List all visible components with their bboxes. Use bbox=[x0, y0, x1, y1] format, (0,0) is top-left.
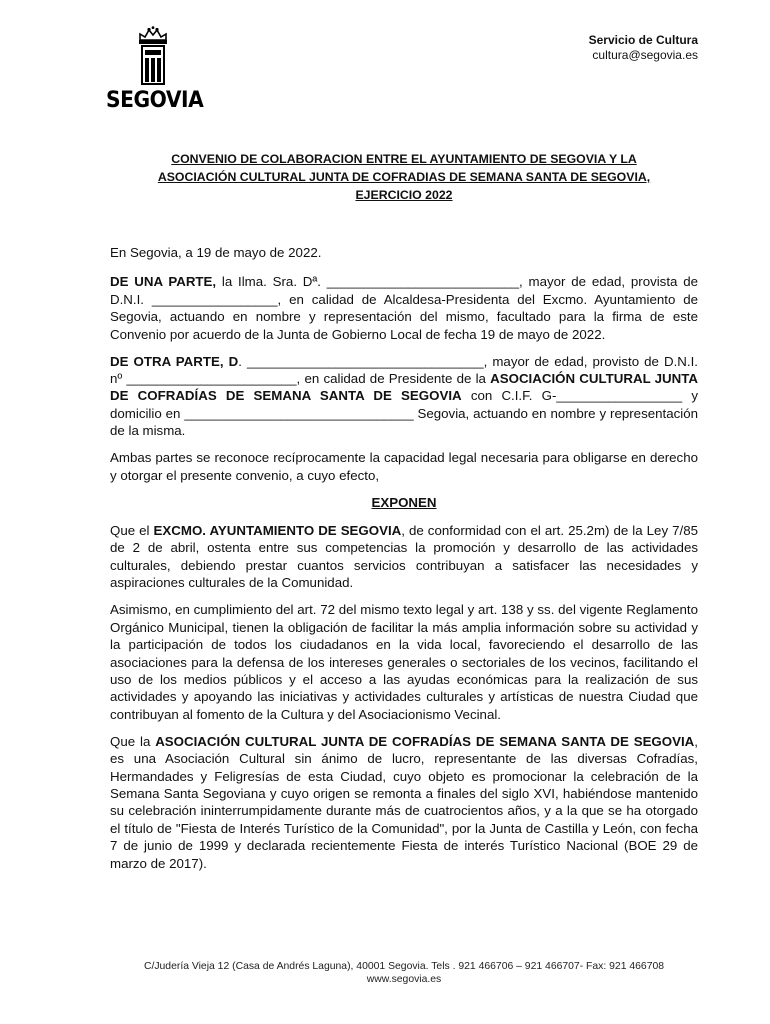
expo1-bold: EXCMO. AYUNTAMIENTO DE SEGOVIA bbox=[153, 523, 402, 539]
first-party-label: DE UNA PARTE, bbox=[110, 274, 217, 290]
expo1-prefix: Que el bbox=[110, 523, 154, 539]
exponen-paragraph-3 bbox=[110, 733, 698, 872]
expo3-bold: ASOCIACIÓN CULTURAL JUNTA DE COFRADÍAS DE SEMANA SANTA DE SEGOVIA bbox=[155, 733, 695, 749]
expo1-text: , de conformidad con el art. 25.2m) de la Ley 7/85 de 2 de abril, ostenta entre sus competencias la promoción y desarrollo de las actividades culturales, debiendo prestar cuantos servicios contribuyan a satisfacer las necesidades y aspiraciones culturales de la Comunidad. bbox=[110, 523, 698, 591]
service-email[interactable]: cultura@segovia.es bbox=[592, 48, 698, 62]
exponen-paragraph-1 bbox=[110, 522, 698, 592]
footer-website[interactable]: www.segovia.es bbox=[366, 974, 442, 985]
service-header bbox=[589, 33, 698, 63]
second-party-paragraph bbox=[110, 353, 698, 440]
association-name: ASOCIACIÓN CULTURAL JUNTA DE COFRADÍAS DE SEMANA SANTA DE SEGOVIA bbox=[110, 371, 699, 404]
service-name: Servicio de Cultura bbox=[588, 33, 698, 47]
title-line-3: EJERCICIO 2022 bbox=[355, 188, 453, 202]
title-line-2: ASOCIACIÓN CULTURAL JUNTA DE COFRADIAS DE SEMANA SANTA DE SEGOVIA, bbox=[157, 170, 651, 184]
first-party-paragraph bbox=[110, 273, 698, 343]
second-party-text-b: con C.I.F. G-_________________ y domicilio en _______________________________ Segovia, actuando en nombre y representación de la misma. bbox=[110, 388, 698, 439]
section-title-exponen: EXPONEN bbox=[371, 494, 437, 510]
footer-address: C/Judería Vieja 12 (Casa de Andrés Laguna), 40001 Segovia. Tels . 921 466706 – 921 466707- Fax: 921 466708 bbox=[143, 961, 665, 972]
logo-text: SEGOVIA bbox=[106, 88, 204, 113]
title-line-1: CONVENIO DE COLABORACION ENTRE EL AYUNTAMIENTO DE SEGOVIA Y LA bbox=[171, 152, 637, 166]
document-body bbox=[110, 244, 698, 882]
page-footer bbox=[90, 960, 718, 986]
second-party-label: DE OTRA PARTE, D bbox=[110, 353, 239, 369]
second-party-text-a: . ________________________________, mayor de edad, provisto de D.N.I. nº _______________________, en calidad de Presidente de la bbox=[110, 353, 698, 387]
exponen-paragraph-2: Asimismo, en cumplimiento del art. 72 del mismo texto legal y art. 138 y ss. del vigente Reglamento Orgánico Municipal, tienen la obligación de facilitar la más amplia información sobre su actividad y la participación de todos los ciudadanos en la vida local, favoreciendo el desarrollo de las asociaciones para la defensa de los intereses generales o sectoriales de los vecinos, facilitando el uso de los medios públicos y el acceso a las ayudas económicas para la realización de sus actividades y apoyando las iniciativas y actividades culturales y artísticas de nuestra Ciudad que contribuyan al fomento de la Cultura y del Asociacionismo Vecinal. bbox=[110, 602, 698, 722]
document-title bbox=[110, 150, 698, 204]
crown-aqueduct-icon bbox=[136, 26, 170, 86]
expo3-text: , es una Asociación Cultural sin ánimo de lucro, representante de las diversas Cofradías, Hermandades y Feligresías de esta Ciudad, cuyo objeto es promocionar la celebración de la Semana Santa Segoviana y cuyo origen se remonta a finales del siglo XVI, habiéndose mantenido su celebración ininterrumpidamente durante más de cuatrocientos años, y a la que se ha otorgado el título de "Fiesta de Interés Turístico de la Comunidad", por la Junta de Castilla y León, con fecha 7 de junio de 1999 y declarada recientemente Fiesta de interés Turístico Nacional (BOE 29 de marzo de 2017). bbox=[110, 733, 698, 871]
first-party-text: la Ilma. Sra. Dª. __________________________, mayor de edad, provista de D.N.I. _________________, en calidad de Alcaldesa-Presidenta del Excmo. Ayuntamiento de Segovia, actuando en nombre y representación del mismo, facultado para la firma de este Convenio por acuerdo de la Junta de Gobierno Local de fecha 19 de mayo de 2022. bbox=[110, 274, 698, 342]
segovia-logo bbox=[106, 26, 216, 113]
expo3-prefix: Que la bbox=[110, 733, 156, 749]
date-line: En Segovia, a 19 de mayo de 2022. bbox=[110, 245, 322, 260]
both-parties-paragraph: Ambas partes se reconoce recíprocamente la capacidad legal necesaria para obligarse en derecho y otorgar el presente convenio, a cuyo efecto, bbox=[110, 450, 698, 483]
